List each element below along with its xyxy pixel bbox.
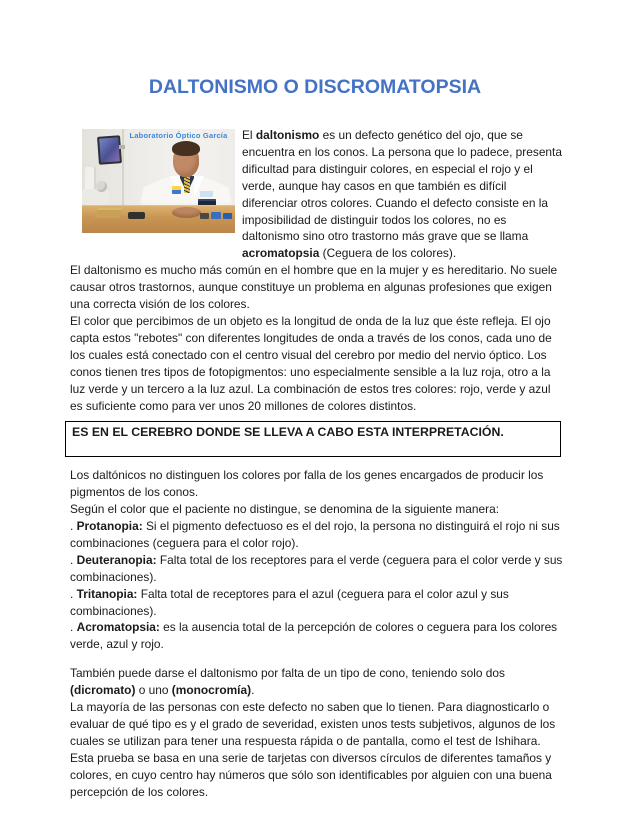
list-item-acromatopsia: . Acromatopsia: es la ausencia total de la percepción de colores o ceguera para los colores verde, azul y rojo. — [70, 620, 558, 652]
callout-box — [65, 421, 561, 457]
optician-photo — [82, 129, 235, 233]
photo-wall-corner — [122, 129, 124, 207]
photo-pocket-card — [200, 191, 213, 197]
list-item-protanopia: . Protanopia: Si el pigmento defectuoso es el del rojo, la persona no distinguirá el rojo ni sus combinaciones (ceguera para el color rojo). — [70, 519, 560, 550]
paragraph-hereditary: El daltonismo es mucho más común en el hombre que en la mujer y es hereditario. No suele causar otros trastornos, aunque constituye un problema en algunas profesiones que exigen una correcta visión de los colores. — [70, 263, 558, 312]
paragraph-genes: Los daltónicos no distinguen los colores por falla de los genes encargados de producir los pigmentos de los conos. — [70, 468, 544, 500]
photo-coat-badge — [172, 186, 181, 194]
paragraph-naming: Según el color que el paciente no distingue, se denomina de la siguiente manera: — [70, 502, 500, 517]
photo-caption-text: Laboratorio Óptico García — [129, 131, 228, 140]
photo-monitor-screen — [99, 137, 120, 162]
photo-desk-blue-item — [211, 212, 221, 219]
photo-desk-phone — [128, 212, 145, 219]
photo-man-tie — [184, 177, 190, 193]
paragraph-intro: El daltonismo es un defecto genético del ojo, que se encuentra en los conos. La persona que lo padece, presenta dificultad para distinguir colores, en especial el rojo y el verde, aunque hay casos en que también es difícil diferenciar otros colores. Cuando el defecto consiste en la imposibilidad de distinguir todos los colores, no es daltonismo sino otro trastorno más grave que se llama acromatopsia (Ceguera de los colores). — [242, 128, 562, 261]
photo-desk-folder — [94, 208, 122, 218]
photo-desk-case — [200, 213, 209, 219]
photo-wall-monitor — [97, 135, 122, 165]
callout-text: ES EN EL CEREBRO DONDE SE LLEVA A CABO ESTA INTERPRETACIÓN. — [72, 425, 504, 440]
page-title: DALTONISMO O DISCROMATOPSIA — [148, 76, 482, 98]
photo-man-hands — [172, 207, 201, 218]
photo-instrument-knob — [96, 181, 107, 192]
paragraph-wavelength: El color que percibimos de un objeto es la longitud de onda de la luz que éste refleja. El ojo capta estos "rebotes" con diferentes longitudes de onda a través de los conos, cada uno de los cuales está conectado con el centro visual del cerebro por medio del nervio óptico. Los conos tienen tres tipos de fotopigmentos: uno especialmente sensible a la luz roja, otro a la luz verde y un tercero a la luz azul. La combinación de estos tres colores: rojo, verde y azul es suficiente como para ver unos 20 millones de colores distintos. — [70, 313, 552, 413]
list-item-tritanopia: . Tritanopia: Falta total de receptores para el azul (ceguera para el color azul y sus combinaciones). — [70, 586, 509, 618]
paragraph-diagnosis: La mayoría de las personas con este defecto no saben que lo tienen. Para diagnosticarlo o evaluar de qué tipo es y el grado de severidad, existen unos tests subjetivos, algunos de los cuales se utilizan para tener una respuesta rápida o de pantalla, como el test de Ishihara. Esta prueba se basa en una serie de tarjetas con diversos círculos de diferentes tamaños y colores, en cuyo centro hay números que sólo son identificables por alguien con una buena percepción de los colores. — [70, 700, 556, 799]
photo-desk-blue-item-2 — [223, 213, 232, 219]
paragraph-missing-cone: También puede darse el daltonismo por falta de un tipo de cono, teniendo solo dos (dicromato) o uno (monocromía). — [70, 666, 505, 698]
photo-monitor-arm — [119, 145, 125, 149]
photo-man-hair — [172, 141, 200, 156]
document-body — [70, 127, 564, 801]
list-item-deuteranopia: . Deuteranopia: Falta total de los receptores para el verde (ceguera para el color verde y sus combinaciones). — [70, 552, 563, 584]
